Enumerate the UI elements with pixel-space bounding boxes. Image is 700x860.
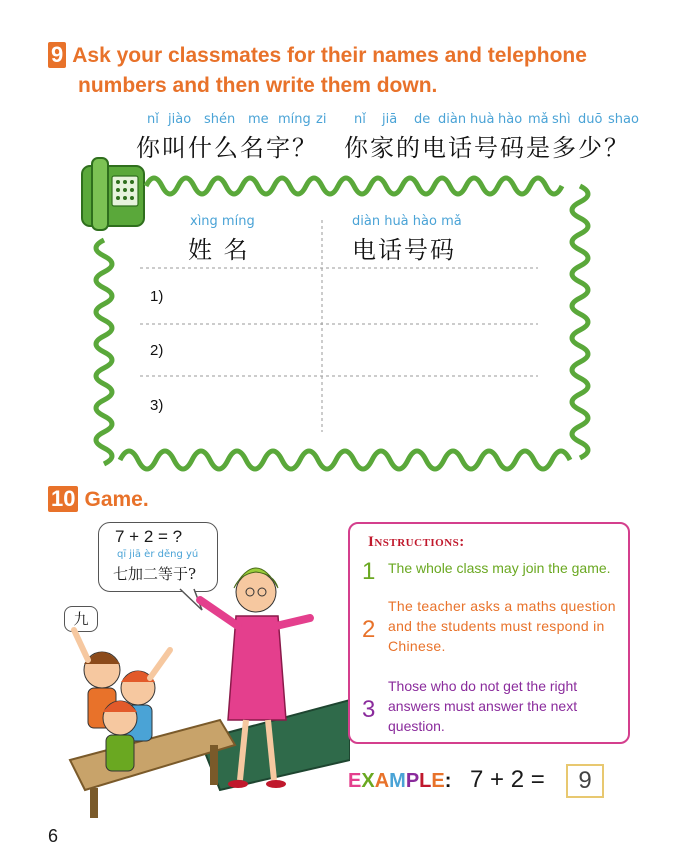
example-answer: 9 bbox=[578, 767, 592, 794]
classroom-illustration bbox=[60, 560, 350, 820]
table-row-1-label: 1) bbox=[150, 288, 164, 305]
instructions-box bbox=[348, 522, 630, 744]
table-row-3-label: 3) bbox=[150, 397, 164, 414]
bubble-hanzi: 七加二等于? bbox=[113, 565, 197, 583]
instruction-3-text: Those who do not get the right answers must answer the next question. bbox=[388, 678, 578, 734]
section-9-title-line1: Ask your classmates for their names and telephone bbox=[72, 44, 587, 67]
instruction-1-text: The whole class may join the game. bbox=[388, 560, 611, 576]
telephone-icon bbox=[82, 158, 144, 230]
table-row-2-label: 2) bbox=[150, 342, 164, 359]
section-10-title: Game. bbox=[84, 488, 149, 511]
instructions-title: Instructions: bbox=[368, 534, 465, 550]
example-label: EXAMPLE: bbox=[348, 770, 452, 792]
column-name-header: 姓 名 bbox=[188, 236, 250, 264]
column-phone-header: 电话号码 bbox=[352, 236, 456, 264]
example-answer-box bbox=[566, 764, 604, 798]
section-9-number: 9 bbox=[48, 42, 66, 68]
question-1-hanzi: 你叫什么名字？ bbox=[136, 134, 318, 162]
bubble-math: 7 + 2 = ? bbox=[115, 527, 183, 546]
bubble-pinyin: qī jiā èr děng yú bbox=[117, 549, 199, 560]
example-equation: 7 + 2 = bbox=[470, 766, 545, 793]
instruction-2-text: The teacher asks a maths question and the students must respond in Chinese. bbox=[388, 598, 616, 654]
section-10-number: 10 bbox=[48, 486, 78, 512]
column-name-pinyin: xìng míng bbox=[190, 214, 255, 229]
question-2-hanzi: 你家的电话号码是多少？ bbox=[344, 134, 630, 162]
page-number: 6 bbox=[48, 826, 59, 846]
student-answer-text: 九 bbox=[73, 610, 89, 628]
column-phone-pinyin: diàn huà hào mǎ bbox=[352, 214, 462, 229]
instruction-1-number: 1 bbox=[362, 558, 376, 585]
instruction-2-number: 2 bbox=[362, 616, 376, 643]
coiled-cord-frame bbox=[60, 150, 620, 480]
section-9-title-line2: numbers and then write them down. bbox=[78, 74, 438, 97]
section-10-heading bbox=[48, 486, 149, 514]
section-9-heading bbox=[48, 42, 668, 70]
instruction-3-number: 3 bbox=[362, 696, 376, 723]
